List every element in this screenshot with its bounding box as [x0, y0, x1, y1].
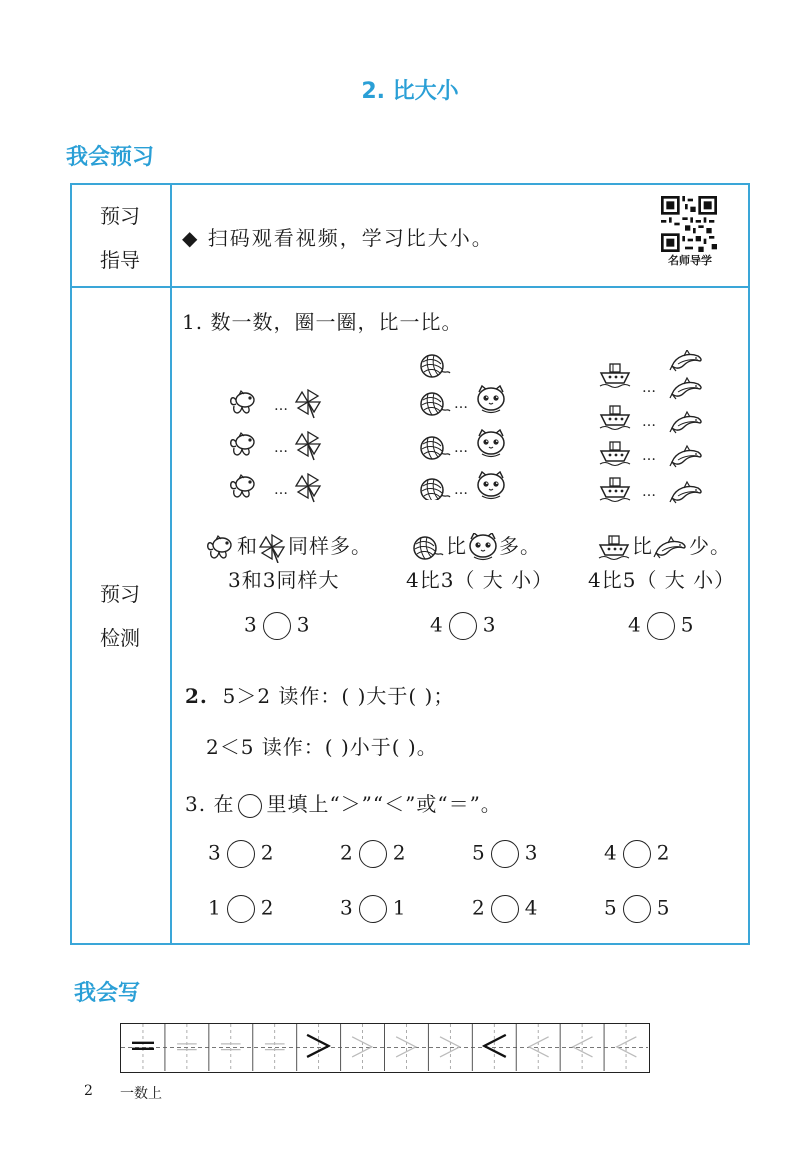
- pinwheel-icon: [296, 432, 320, 460]
- boat-icon: [598, 535, 632, 561]
- compare-left-number: 3: [208, 840, 221, 865]
- q1-group2-picture: [418, 350, 518, 504]
- question-2-line-2[interactable]: 2＜5 读作：( )小于( )。: [206, 735, 438, 759]
- dolphin-icon: [670, 350, 701, 371]
- section-heading-write: 我会写: [74, 981, 141, 1006]
- circle-symbol-icon: [238, 794, 262, 818]
- q3-comparison-item: [340, 895, 405, 923]
- boat-icon: [600, 442, 630, 466]
- compare-right-number: 2: [656, 840, 670, 865]
- row-label-guide-line1: 预习: [100, 204, 140, 228]
- answer-circle[interactable]: [449, 612, 477, 640]
- page-title: 2. 比大小: [361, 79, 459, 104]
- table-divider-horizontal: [70, 286, 750, 288]
- writing-symbol: ＝: [127, 1030, 158, 1065]
- compare-right-number: 2: [392, 840, 406, 865]
- question-1-title: 1. 数一数，圈一圈，比一比。: [182, 310, 463, 334]
- q1-group3-word-right: 少。: [689, 534, 731, 558]
- writing-symbol: ＞: [303, 1030, 334, 1065]
- yarn-ball-icon: [421, 393, 450, 415]
- dolphin-icon: [670, 378, 701, 399]
- q1-group2-word-left: 比: [446, 534, 467, 558]
- q3-comparison-item: [340, 840, 405, 868]
- writing-symbol: ＝: [260, 1031, 289, 1064]
- q3-comparison-item: [208, 895, 273, 923]
- q1-group1-relation: 3和3同样大: [228, 568, 340, 592]
- svg-text:…: …: [274, 440, 288, 456]
- yarn-ball-icon: [421, 437, 450, 459]
- footer-grade: 一数上: [120, 1086, 162, 1102]
- writing-grid: [121, 1024, 648, 1071]
- compare-right-number: 5: [680, 612, 694, 637]
- svg-text:…: …: [274, 482, 288, 498]
- boat-icon: [600, 478, 630, 502]
- dolphin-icon: [670, 446, 701, 467]
- writing-symbol: ＞: [348, 1031, 377, 1064]
- compare-left-number: 3: [244, 612, 257, 637]
- kitten-icon: [478, 386, 504, 413]
- section-heading-preview: 我会预习: [66, 145, 155, 170]
- compare-left-number: 2: [340, 840, 353, 865]
- answer-circle[interactable]: [263, 612, 291, 640]
- row-label-check-line1: 预习: [100, 582, 140, 606]
- q1-group3-icons: [598, 350, 708, 510]
- goldfish-icon: [231, 433, 254, 455]
- question-3-title: [185, 788, 502, 818]
- compare-right-number: 2: [260, 895, 274, 920]
- dolphin-icon: [653, 536, 689, 560]
- guide-instruction: ◆ 扫码观看视频，学习比大小。: [182, 226, 494, 250]
- writing-symbol: ＞: [392, 1031, 421, 1064]
- svg-text:…: …: [454, 482, 468, 498]
- yarn-ball-icon: [421, 355, 450, 377]
- boat-icon: [600, 406, 630, 430]
- q1-group2-icons: [418, 350, 518, 500]
- goldfish-icon: [231, 475, 254, 497]
- compare-right-number: 1: [392, 895, 406, 920]
- answer-circle[interactable]: [491, 840, 519, 868]
- answer-circle[interactable]: [227, 895, 255, 923]
- pinwheel-icon: [258, 533, 288, 563]
- q1-group3-relation[interactable]: 4比5（ 大 小）: [588, 568, 736, 592]
- boat-icon: [600, 364, 630, 388]
- q3-comparison-item: [472, 840, 537, 868]
- compare-right-number: 4: [524, 895, 538, 920]
- q1-group1-word-left: 和: [237, 534, 258, 558]
- svg-text:…: …: [642, 380, 656, 396]
- compare-right-number: 3: [524, 840, 538, 865]
- svg-text:…: …: [454, 396, 468, 412]
- q1-group2-relation[interactable]: 4比3（ 大 小）: [406, 568, 554, 592]
- kitten-icon: [478, 472, 504, 499]
- answer-circle[interactable]: [623, 840, 651, 868]
- compare-right-number: 3: [482, 612, 496, 637]
- row-label-check-line2: 检测: [100, 626, 140, 650]
- q1-group1-icons: [228, 386, 328, 506]
- compare-left-number: 3: [340, 895, 353, 920]
- kitten-icon: [467, 533, 499, 563]
- writing-symbol: ＜: [612, 1031, 641, 1064]
- dolphin-icon: [670, 412, 701, 433]
- compare-left-number: 5: [604, 895, 617, 920]
- compare-left-number: 4: [628, 612, 641, 637]
- yarn-ball-icon: [412, 534, 446, 562]
- yarn-ball-icon: [421, 479, 450, 500]
- svg-text:…: …: [454, 440, 468, 456]
- q1-group3-picture: [598, 350, 708, 514]
- svg-text:…: …: [642, 414, 656, 430]
- row-label-check: [70, 572, 170, 660]
- goldfish-icon: [231, 391, 254, 413]
- question-2-line-1: [185, 680, 454, 709]
- qr-caption: 名师导学: [668, 254, 712, 267]
- answer-circle[interactable]: [227, 840, 255, 868]
- q1-group1-compare: [244, 612, 309, 640]
- compare-left-number: 4: [430, 612, 443, 637]
- dolphin-icon: [670, 482, 701, 503]
- pinwheel-icon: [296, 390, 320, 418]
- compare-left-number: 5: [472, 840, 485, 865]
- svg-text:…: …: [274, 398, 288, 414]
- answer-circle[interactable]: [647, 612, 675, 640]
- compare-left-number: 2: [472, 895, 485, 920]
- svg-text:…: …: [642, 484, 656, 500]
- pinwheel-icon: [296, 474, 320, 502]
- writing-symbol: ＜: [524, 1031, 553, 1064]
- answer-circle[interactable]: [359, 840, 387, 868]
- answer-circle[interactable]: [623, 895, 651, 923]
- q1-group1-picture: [228, 386, 328, 510]
- compare-right-number: 5: [656, 895, 670, 920]
- question-2-number: 2.: [185, 684, 208, 708]
- compare-left-number: 1: [208, 895, 221, 920]
- answer-circle[interactable]: [359, 895, 387, 923]
- q1-group2-statement: [412, 530, 541, 563]
- writing-symbol: ＝: [172, 1031, 201, 1064]
- compare-right-number: 2: [260, 840, 274, 865]
- question-2-expression-1[interactable]: 5＞2 读作：( )大于( )；: [222, 684, 455, 708]
- row-label-guide-line2: 指导: [100, 248, 140, 272]
- qr-code-icon[interactable]: [661, 196, 717, 252]
- footer-page-number: 2: [84, 1083, 93, 1099]
- question-3-prefix: 3. 在: [185, 792, 235, 816]
- q3-comparison-item: [604, 840, 669, 868]
- writing-symbol: ＝: [216, 1031, 245, 1064]
- table-divider-vertical: [170, 183, 172, 945]
- q3-comparison-item: [472, 895, 537, 923]
- q1-group2-word-right: 多。: [499, 534, 541, 558]
- compare-right-number: 3: [296, 612, 310, 637]
- q3-comparison-item: [208, 840, 273, 868]
- writing-practice-strip[interactable]: [120, 1023, 650, 1073]
- question-3-suffix: 里填上“＞”“＜”或“＝”。: [266, 792, 502, 816]
- kitten-icon: [478, 430, 504, 457]
- answer-circle[interactable]: [491, 895, 519, 923]
- q1-group1-word-right: 同样多。: [288, 534, 372, 558]
- compare-left-number: 4: [604, 840, 617, 865]
- writing-symbol: ＜: [479, 1030, 510, 1065]
- q1-group3-statement: [598, 530, 731, 561]
- q1-group2-compare: [430, 612, 495, 640]
- svg-text:…: …: [642, 448, 656, 464]
- q1-group1-statement: [205, 530, 372, 563]
- q1-group3-compare: [628, 612, 693, 640]
- q1-group3-word-left: 比: [632, 534, 653, 558]
- goldfish-icon: [205, 535, 237, 561]
- row-label-guide: [70, 194, 170, 282]
- writing-symbol: ＞: [436, 1031, 465, 1064]
- writing-symbol: ＜: [568, 1031, 597, 1064]
- q3-comparison-item: [604, 895, 669, 923]
